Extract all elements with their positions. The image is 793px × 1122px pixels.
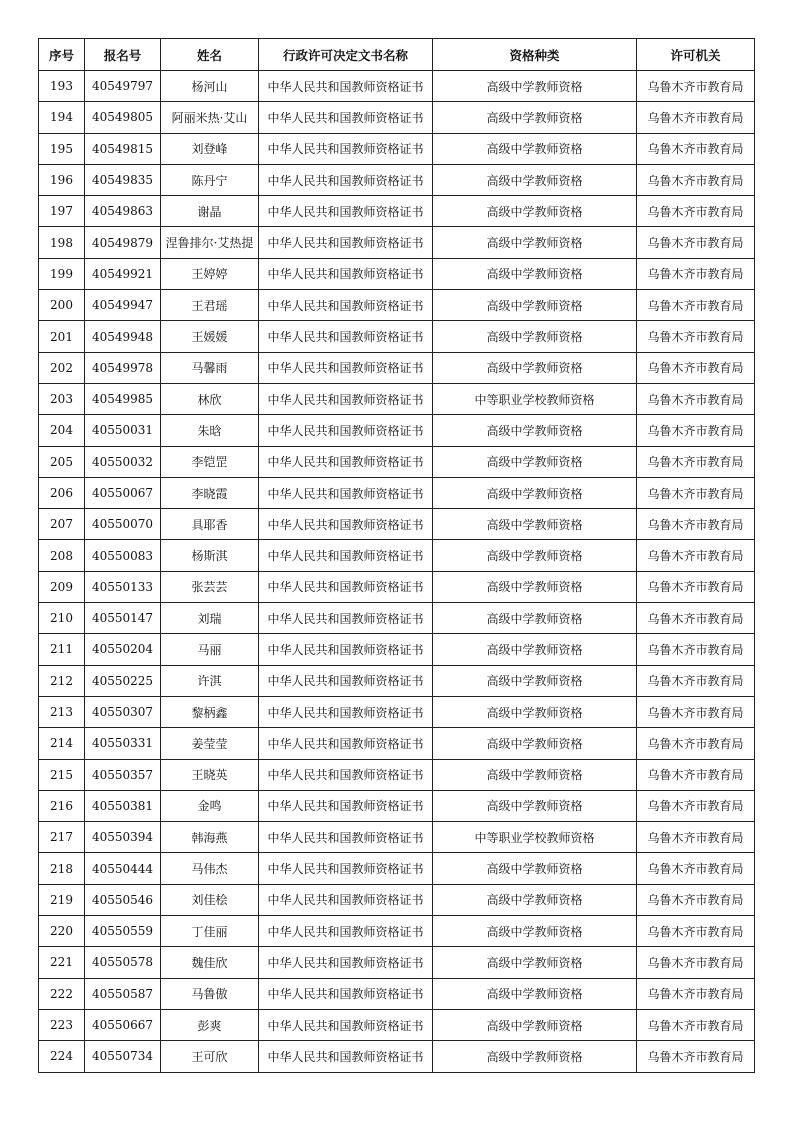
- qualification-type-cell: 高级中学教师资格: [433, 196, 637, 227]
- serial-number-cell: 193: [39, 71, 85, 102]
- serial-number-cell: 223: [39, 1009, 85, 1040]
- qualification-type-cell: 高级中学教师资格: [433, 696, 637, 727]
- table-row: [39, 196, 755, 227]
- registration-number-cell: 40549815: [85, 133, 161, 164]
- registration-number-cell: 40549879: [85, 227, 161, 258]
- serial-number-cell: 219: [39, 884, 85, 915]
- serial-number-cell: 195: [39, 133, 85, 164]
- qualification-type-cell: 高级中学教师资格: [433, 571, 637, 602]
- qualification-type-cell: 高级中学教师资格: [433, 321, 637, 352]
- table-row: [39, 634, 755, 665]
- table-row: [39, 790, 755, 821]
- registration-number-cell: 40550444: [85, 853, 161, 884]
- qualification-type-cell: 高级中学教师资格: [433, 290, 637, 321]
- name-cell: 韩海燕: [161, 822, 259, 853]
- document-name-cell: 中华人民共和国教师资格证书: [259, 321, 433, 352]
- licensing-authority-cell: 乌鲁木齐市教育局: [637, 822, 755, 853]
- name-cell: 王君瑶: [161, 290, 259, 321]
- document-name-cell: 中华人民共和国教师资格证书: [259, 978, 433, 1009]
- table-row: [39, 477, 755, 508]
- document-name-cell: 中华人民共和国教师资格证书: [259, 571, 433, 602]
- serial-number-cell: 197: [39, 196, 85, 227]
- qualification-type-cell: 高级中学教师资格: [433, 947, 637, 978]
- licensing-authority-cell: 乌鲁木齐市教育局: [637, 71, 755, 102]
- document-name-cell: 中华人民共和国教师资格证书: [259, 696, 433, 727]
- table-row: [39, 227, 755, 258]
- name-cell: 杨河山: [161, 71, 259, 102]
- licensing-authority-cell: 乌鲁木齐市教育局: [637, 477, 755, 508]
- serial-number-cell: 211: [39, 634, 85, 665]
- serial-number-cell: 201: [39, 321, 85, 352]
- qualification-type-cell: 高级中学教师资格: [433, 133, 637, 164]
- table-row: [39, 509, 755, 540]
- registration-number-cell: 40549921: [85, 258, 161, 289]
- qualification-type-cell: 高级中学教师资格: [433, 665, 637, 696]
- licensing-authority-cell: 乌鲁木齐市教育局: [637, 227, 755, 258]
- table-row: [39, 603, 755, 634]
- serial-number-cell: 213: [39, 696, 85, 727]
- licensing-authority-cell: 乌鲁木齐市教育局: [637, 947, 755, 978]
- registration-number-cell: 40550204: [85, 634, 161, 665]
- header-qualification-type: 资格种类: [433, 39, 637, 71]
- licensing-authority-cell: 乌鲁木齐市教育局: [637, 571, 755, 602]
- serial-number-cell: 222: [39, 978, 85, 1009]
- table-body: [39, 71, 755, 1073]
- registration-number-cell: 40550357: [85, 759, 161, 790]
- name-cell: 涅鲁排尔·艾热提: [161, 227, 259, 258]
- name-cell: 马馨雨: [161, 352, 259, 383]
- serial-number-cell: 204: [39, 415, 85, 446]
- header-document-name: 行政许可决定文书名称: [259, 39, 433, 71]
- document-page: [38, 38, 754, 1073]
- registration-number-cell: 40550133: [85, 571, 161, 602]
- name-cell: 彭爽: [161, 1009, 259, 1040]
- serial-number-cell: 221: [39, 947, 85, 978]
- registration-number-cell: 40550578: [85, 947, 161, 978]
- registration-number-cell: 40549948: [85, 321, 161, 352]
- serial-number-cell: 214: [39, 728, 85, 759]
- serial-number-cell: 199: [39, 258, 85, 289]
- serial-number-cell: 194: [39, 102, 85, 133]
- document-name-cell: 中华人民共和国教师资格证书: [259, 884, 433, 915]
- qualification-type-cell: 高级中学教师资格: [433, 634, 637, 665]
- registration-number-cell: 40550331: [85, 728, 161, 759]
- document-name-cell: 中华人民共和国教师资格证书: [259, 196, 433, 227]
- licensing-authority-cell: 乌鲁木齐市教育局: [637, 603, 755, 634]
- qualification-type-cell: 高级中学教师资格: [433, 540, 637, 571]
- serial-number-cell: 216: [39, 790, 85, 821]
- table-row: [39, 1041, 755, 1072]
- serial-number-cell: 206: [39, 477, 85, 508]
- document-name-cell: 中华人民共和国教师资格证书: [259, 133, 433, 164]
- licensing-authority-cell: 乌鲁木齐市教育局: [637, 446, 755, 477]
- serial-number-cell: 203: [39, 383, 85, 414]
- qualification-type-cell: 高级中学教师资格: [433, 258, 637, 289]
- serial-number-cell: 217: [39, 822, 85, 853]
- name-cell: 王晓英: [161, 759, 259, 790]
- registration-number-cell: 40549805: [85, 102, 161, 133]
- document-name-cell: 中华人民共和国教师资格证书: [259, 947, 433, 978]
- serial-number-cell: 207: [39, 509, 85, 540]
- licensing-authority-cell: 乌鲁木齐市教育局: [637, 415, 755, 446]
- table-row: [39, 759, 755, 790]
- registration-number-cell: 40549947: [85, 290, 161, 321]
- serial-number-cell: 202: [39, 352, 85, 383]
- table-row: [39, 540, 755, 571]
- licensing-authority-cell: 乌鲁木齐市教育局: [637, 696, 755, 727]
- registration-number-cell: 40550546: [85, 884, 161, 915]
- document-name-cell: 中华人民共和国教师资格证书: [259, 540, 433, 571]
- qualification-type-cell: 高级中学教师资格: [433, 916, 637, 947]
- licensing-authority-cell: 乌鲁木齐市教育局: [637, 728, 755, 759]
- table-row: [39, 916, 755, 947]
- qualification-type-cell: 中等职业学校教师资格: [433, 822, 637, 853]
- qualification-type-cell: 高级中学教师资格: [433, 853, 637, 884]
- licensing-authority-cell: 乌鲁木齐市教育局: [637, 133, 755, 164]
- qualification-type-cell: 高级中学教师资格: [433, 446, 637, 477]
- table-row: [39, 853, 755, 884]
- document-name-cell: 中华人民共和国教师资格证书: [259, 728, 433, 759]
- document-name-cell: 中华人民共和国教师资格证书: [259, 822, 433, 853]
- table-row: [39, 383, 755, 414]
- name-cell: 金鸣: [161, 790, 259, 821]
- name-cell: 马鲁傲: [161, 978, 259, 1009]
- document-name-cell: 中华人民共和国教师资格证书: [259, 665, 433, 696]
- qualification-type-cell: 高级中学教师资格: [433, 477, 637, 508]
- document-name-cell: 中华人民共和国教师资格证书: [259, 446, 433, 477]
- name-cell: 谢晶: [161, 196, 259, 227]
- table-row: [39, 571, 755, 602]
- qualification-type-cell: 高级中学教师资格: [433, 884, 637, 915]
- table-row: [39, 352, 755, 383]
- licensing-authority-cell: 乌鲁木齐市教育局: [637, 634, 755, 665]
- document-name-cell: 中华人民共和国教师资格证书: [259, 1041, 433, 1072]
- registration-number-cell: 40550032: [85, 446, 161, 477]
- table-row: [39, 947, 755, 978]
- licensing-authority-cell: 乌鲁木齐市教育局: [637, 290, 755, 321]
- serial-number-cell: 210: [39, 603, 85, 634]
- qualification-type-cell: 中等职业学校教师资格: [433, 383, 637, 414]
- licensing-authority-cell: 乌鲁木齐市教育局: [637, 164, 755, 195]
- table-row: [39, 258, 755, 289]
- registration-number-cell: 40550587: [85, 978, 161, 1009]
- table-header-row: [39, 39, 755, 71]
- table-row: [39, 696, 755, 727]
- name-cell: 朱晗: [161, 415, 259, 446]
- registration-number-cell: 40550381: [85, 790, 161, 821]
- table-row: [39, 446, 755, 477]
- header-name: 姓名: [161, 39, 259, 71]
- name-cell: 李晓霞: [161, 477, 259, 508]
- serial-number-cell: 212: [39, 665, 85, 696]
- registration-number-cell: 40549985: [85, 383, 161, 414]
- licensing-authority-cell: 乌鲁木齐市教育局: [637, 352, 755, 383]
- qualification-type-cell: 高级中学教师资格: [433, 603, 637, 634]
- name-cell: 刘佳桧: [161, 884, 259, 915]
- serial-number-cell: 208: [39, 540, 85, 571]
- document-name-cell: 中华人民共和国教师资格证书: [259, 509, 433, 540]
- document-name-cell: 中华人民共和国教师资格证书: [259, 603, 433, 634]
- qualification-type-cell: 高级中学教师资格: [433, 509, 637, 540]
- registration-number-cell: 40550734: [85, 1041, 161, 1072]
- serial-number-cell: 209: [39, 571, 85, 602]
- name-cell: 丁佳丽: [161, 916, 259, 947]
- table-row: [39, 978, 755, 1009]
- table-row: [39, 728, 755, 759]
- registration-number-cell: 40550394: [85, 822, 161, 853]
- qualification-type-cell: 高级中学教师资格: [433, 352, 637, 383]
- document-name-cell: 中华人民共和国教师资格证书: [259, 1009, 433, 1040]
- document-name-cell: 中华人民共和国教师资格证书: [259, 383, 433, 414]
- table-row: [39, 1009, 755, 1040]
- qualification-type-cell: 高级中学教师资格: [433, 227, 637, 258]
- serial-number-cell: 218: [39, 853, 85, 884]
- document-name-cell: 中华人民共和国教师资格证书: [259, 352, 433, 383]
- document-name-cell: 中华人民共和国教师资格证书: [259, 290, 433, 321]
- table-row: [39, 415, 755, 446]
- table-row: [39, 133, 755, 164]
- licensing-authority-cell: 乌鲁木齐市教育局: [637, 790, 755, 821]
- registration-number-cell: 40549797: [85, 71, 161, 102]
- qualification-type-cell: 高级中学教师资格: [433, 728, 637, 759]
- licensing-authority-cell: 乌鲁木齐市教育局: [637, 540, 755, 571]
- licensing-authority-cell: 乌鲁木齐市教育局: [637, 916, 755, 947]
- registration-number-cell: 40550083: [85, 540, 161, 571]
- licensing-authority-cell: 乌鲁木齐市教育局: [637, 1041, 755, 1072]
- document-name-cell: 中华人民共和国教师资格证书: [259, 415, 433, 446]
- licensing-authority-cell: 乌鲁木齐市教育局: [637, 102, 755, 133]
- qualification-type-cell: 高级中学教师资格: [433, 164, 637, 195]
- serial-number-cell: 198: [39, 227, 85, 258]
- document-name-cell: 中华人民共和国教师资格证书: [259, 634, 433, 665]
- serial-number-cell: 200: [39, 290, 85, 321]
- name-cell: 王媛媛: [161, 321, 259, 352]
- registration-number-cell: 40549978: [85, 352, 161, 383]
- licensing-authority-cell: 乌鲁木齐市教育局: [637, 759, 755, 790]
- document-name-cell: 中华人民共和国教师资格证书: [259, 916, 433, 947]
- document-name-cell: 中华人民共和国教师资格证书: [259, 164, 433, 195]
- document-name-cell: 中华人民共和国教师资格证书: [259, 790, 433, 821]
- table-row: [39, 822, 755, 853]
- teacher-certificate-table: [38, 38, 755, 1073]
- name-cell: 刘登峰: [161, 133, 259, 164]
- licensing-authority-cell: 乌鲁木齐市教育局: [637, 321, 755, 352]
- qualification-type-cell: 高级中学教师资格: [433, 71, 637, 102]
- licensing-authority-cell: 乌鲁木齐市教育局: [637, 196, 755, 227]
- header-serial-number: 序号: [39, 39, 85, 71]
- table-row: [39, 102, 755, 133]
- name-cell: 许淇: [161, 665, 259, 696]
- licensing-authority-cell: 乌鲁木齐市教育局: [637, 978, 755, 1009]
- document-name-cell: 中华人民共和国教师资格证书: [259, 258, 433, 289]
- serial-number-cell: 205: [39, 446, 85, 477]
- name-cell: 王可欣: [161, 1041, 259, 1072]
- registration-number-cell: 40550225: [85, 665, 161, 696]
- qualification-type-cell: 高级中学教师资格: [433, 415, 637, 446]
- registration-number-cell: 40550667: [85, 1009, 161, 1040]
- name-cell: 王婷婷: [161, 258, 259, 289]
- qualification-type-cell: 高级中学教师资格: [433, 759, 637, 790]
- name-cell: 魏佳欣: [161, 947, 259, 978]
- name-cell: 刘瑞: [161, 603, 259, 634]
- licensing-authority-cell: 乌鲁木齐市教育局: [637, 1009, 755, 1040]
- document-name-cell: 中华人民共和国教师资格证书: [259, 102, 433, 133]
- serial-number-cell: 220: [39, 916, 85, 947]
- qualification-type-cell: 高级中学教师资格: [433, 790, 637, 821]
- licensing-authority-cell: 乌鲁木齐市教育局: [637, 258, 755, 289]
- qualification-type-cell: 高级中学教师资格: [433, 1009, 637, 1040]
- table-row: [39, 665, 755, 696]
- name-cell: 马丽: [161, 634, 259, 665]
- document-name-cell: 中华人民共和国教师资格证书: [259, 227, 433, 258]
- registration-number-cell: 40550070: [85, 509, 161, 540]
- name-cell: 具耶香: [161, 509, 259, 540]
- name-cell: 陈丹宁: [161, 164, 259, 195]
- name-cell: 姜莹莹: [161, 728, 259, 759]
- document-name-cell: 中华人民共和国教师资格证书: [259, 853, 433, 884]
- registration-number-cell: 40550147: [85, 603, 161, 634]
- registration-number-cell: 40550559: [85, 916, 161, 947]
- serial-number-cell: 196: [39, 164, 85, 195]
- qualification-type-cell: 高级中学教师资格: [433, 1041, 637, 1072]
- qualification-type-cell: 高级中学教师资格: [433, 102, 637, 133]
- name-cell: 杨斯淇: [161, 540, 259, 571]
- table-row: [39, 290, 755, 321]
- qualification-type-cell: 高级中学教师资格: [433, 978, 637, 1009]
- name-cell: 阿丽米热·艾山: [161, 102, 259, 133]
- name-cell: 黎柄鑫: [161, 696, 259, 727]
- licensing-authority-cell: 乌鲁木齐市教育局: [637, 383, 755, 414]
- table-row: [39, 71, 755, 102]
- header-licensing-authority: 许可机关: [637, 39, 755, 71]
- document-name-cell: 中华人民共和国教师资格证书: [259, 477, 433, 508]
- name-cell: 林欣: [161, 383, 259, 414]
- licensing-authority-cell: 乌鲁木齐市教育局: [637, 665, 755, 696]
- document-name-cell: 中华人民共和国教师资格证书: [259, 71, 433, 102]
- licensing-authority-cell: 乌鲁木齐市教育局: [637, 853, 755, 884]
- table-row: [39, 884, 755, 915]
- registration-number-cell: 40550067: [85, 477, 161, 508]
- table-row: [39, 164, 755, 195]
- document-name-cell: 中华人民共和国教师资格证书: [259, 759, 433, 790]
- registration-number-cell: 40549863: [85, 196, 161, 227]
- serial-number-cell: 215: [39, 759, 85, 790]
- registration-number-cell: 40549835: [85, 164, 161, 195]
- name-cell: 马伟杰: [161, 853, 259, 884]
- header-registration-number: 报名号: [85, 39, 161, 71]
- registration-number-cell: 40550307: [85, 696, 161, 727]
- licensing-authority-cell: 乌鲁木齐市教育局: [637, 884, 755, 915]
- serial-number-cell: 224: [39, 1041, 85, 1072]
- licensing-authority-cell: 乌鲁木齐市教育局: [637, 509, 755, 540]
- table-row: [39, 321, 755, 352]
- name-cell: 张芸芸: [161, 571, 259, 602]
- registration-number-cell: 40550031: [85, 415, 161, 446]
- name-cell: 李铠罡: [161, 446, 259, 477]
